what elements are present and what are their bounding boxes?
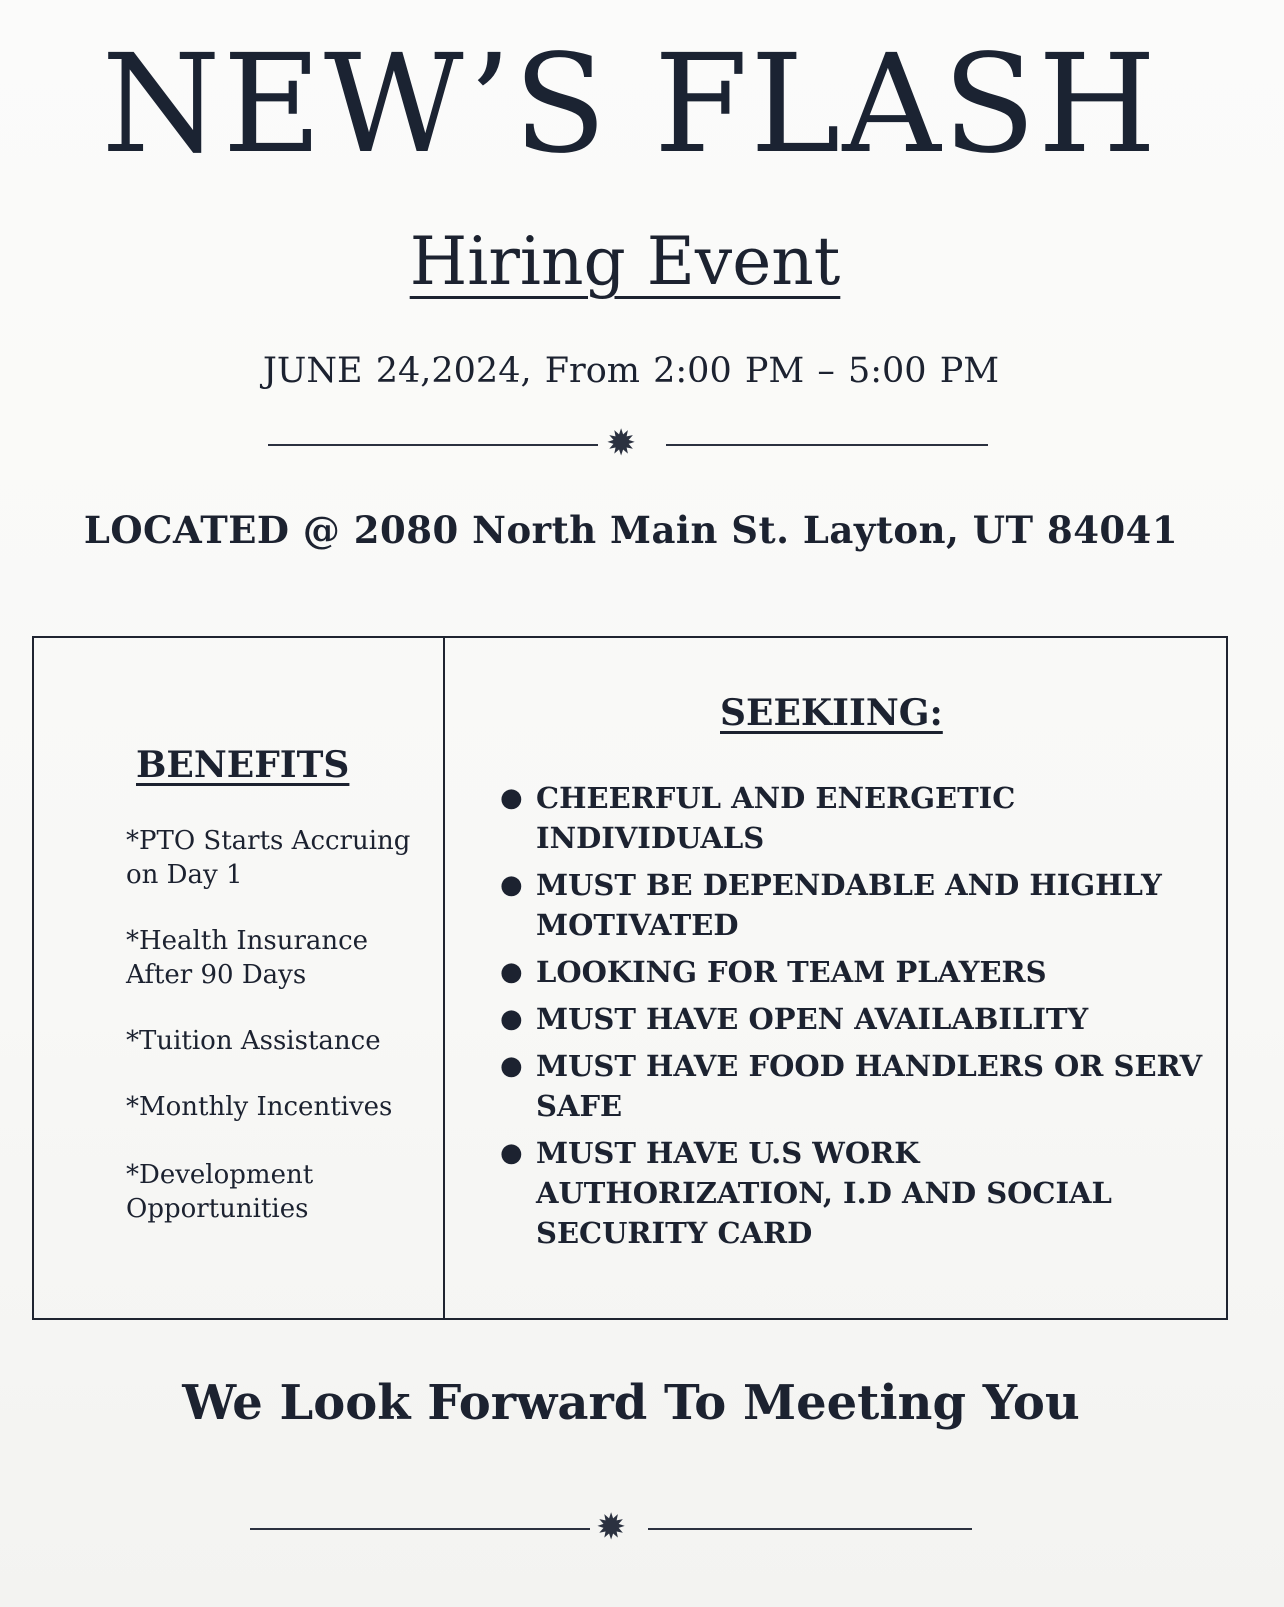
list-item — [494, 1046, 1214, 1126]
seeking-item-text: MUST HAVE OPEN AVAILABILITY — [536, 1002, 1089, 1036]
divider-line-right — [666, 444, 988, 446]
list-item — [494, 778, 1214, 858]
bullet-dot-icon: ● — [500, 870, 523, 900]
seeking-item-text: MUST BE DEPENDABLE AND HIGHLY MOTIVATED — [536, 868, 1162, 942]
benefit-item: *Health Insurance After 90 Days — [126, 926, 369, 990]
flyer-title: NEW’S FLASH — [101, 26, 1159, 184]
bullet-dot-icon: ● — [500, 1051, 523, 1081]
benefit-item: *Tuition Assistance — [126, 1026, 381, 1056]
seeking-list — [494, 778, 1214, 1260]
starburst-icon: ✹ — [606, 423, 637, 464]
closing-message: We Look Forward To Meeting You — [182, 1375, 1080, 1431]
flyer-subtitle — [0, 222, 1250, 302]
seeking-item-text: LOOKING FOR TEAM PLAYERS — [536, 955, 1047, 989]
subtitle-text: Hiring Event — [409, 223, 841, 300]
benefit-item: *Monthly Incentives — [126, 1092, 393, 1122]
benefits-heading: BENEFITS — [136, 744, 350, 786]
seeking-item-text: MUST HAVE U.S WORK AUTHORIZATION, I.D AND SOCIAL SECURITY CARD — [536, 1136, 1112, 1250]
seeking-item-text: CHEERFUL AND ENERGETIC INDIVIDUALS — [536, 781, 1016, 855]
divider-line-left — [250, 1528, 590, 1530]
bullet-dot-icon: ● — [500, 1138, 523, 1168]
seeking-item-text: MUST HAVE FOOD HANDLERS OR SERV SAFE — [536, 1049, 1203, 1123]
divider-line-right — [648, 1528, 972, 1530]
benefit-item: *Development Opportunities — [126, 1160, 314, 1224]
bullet-dot-icon: ● — [500, 957, 523, 987]
bullet-dot-icon: ● — [500, 1004, 523, 1034]
top-divider — [268, 423, 988, 464]
list-item — [494, 1133, 1214, 1253]
list-item — [494, 952, 1214, 992]
list-item — [494, 999, 1214, 1039]
bullet-dot-icon: ● — [500, 783, 523, 813]
benefit-item: *PTO Starts Accruing on Day 1 — [126, 826, 411, 890]
seeking-heading: SEEKIING: — [720, 692, 943, 734]
starburst-icon: ✹ — [596, 1507, 627, 1548]
event-date-time: JUNE 24,2024, From 2:00 PM – 5:00 PM — [262, 351, 1000, 391]
event-location: LOCATED @ 2080 North Main St. Layton, UT 84041 — [83, 508, 1179, 552]
divider-line-left — [268, 444, 598, 446]
column-divider — [443, 638, 445, 1318]
list-item — [494, 865, 1214, 945]
bottom-divider — [250, 1507, 972, 1548]
